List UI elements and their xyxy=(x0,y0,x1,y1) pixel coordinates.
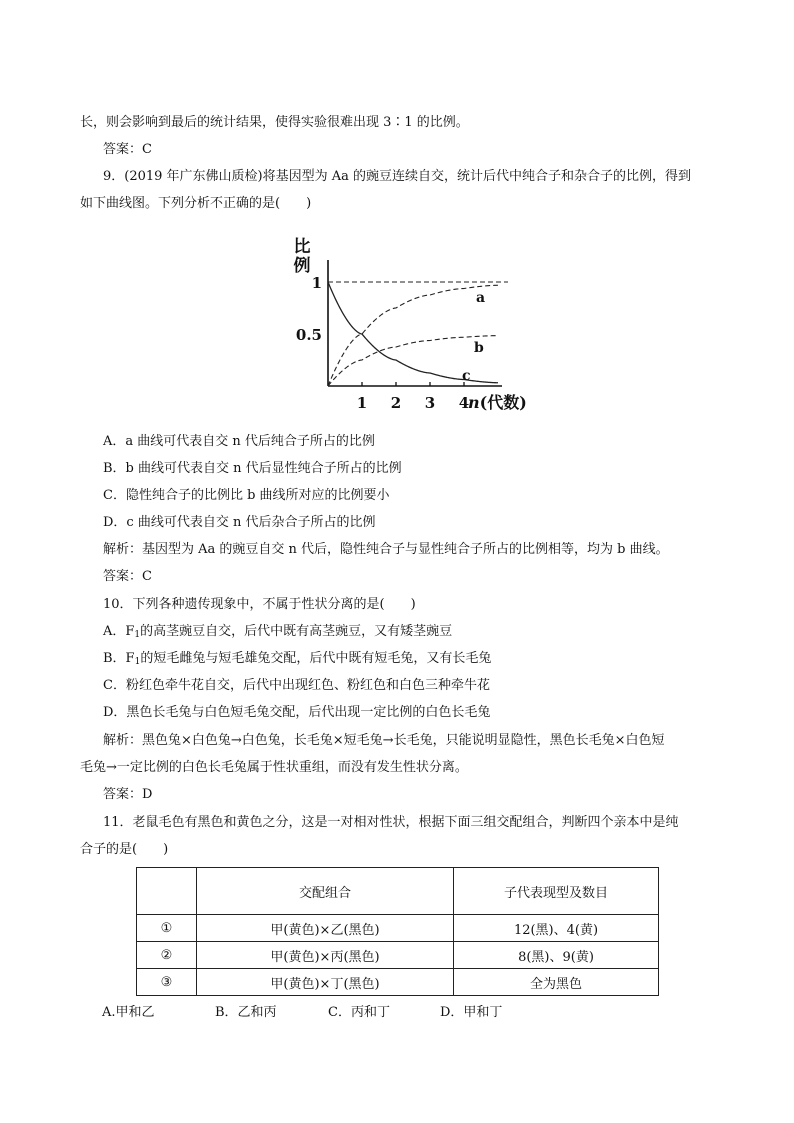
table-cell: ③ xyxy=(137,969,197,996)
q9-answer: 答案：C xyxy=(103,569,152,584)
q9-stem-line2: 如下曲线图。下列分析不正确的是( ) xyxy=(80,196,312,211)
x-axis-label xyxy=(468,393,527,412)
q11-stem-line1: 11．老鼠毛色有黑色和黄色之分，这是一对相对性状，根据下面三组交配组合，判断四个亲本中是纯 xyxy=(103,815,679,830)
y-tick-label: 1 xyxy=(311,274,322,292)
q9-option-c: C．隐性纯合子的比例比 b 曲线所对应的比例要小 xyxy=(103,488,390,503)
table-cell: 甲(黄色)×丁(黑色) xyxy=(197,969,454,996)
q9-stem-line1: 9．(2019 年广东佛山质检)将基因型为 Aa 的豌豆连续自交，统计后代中纯合子和杂合子的比例，得到 xyxy=(103,169,692,184)
q9-analysis: 解析：基因型为 Aa 的豌豆自交 n 代后，隐性纯合子与显性纯合子所占的比例相等，均为 b 曲线。 xyxy=(103,542,669,557)
series-c-line xyxy=(328,282,498,383)
table-cell: ① xyxy=(137,915,197,942)
x-tick-label: 3 xyxy=(424,394,436,412)
q10-option-a-text: 的高茎豌豆自交，后代中既有高茎豌豆，又有矮茎豌豆 xyxy=(140,624,453,639)
q10-option-b-subscript: 1 xyxy=(134,657,141,667)
table-cell: 甲(黄色)×乙(黑色) xyxy=(197,915,454,942)
q9-option-b: B．b 曲线可代表自交 n 代后显性纯合子所占的比例 xyxy=(103,461,402,476)
q10-option-b xyxy=(103,650,491,671)
q10-option-a xyxy=(103,623,452,644)
x-axis-label-unit: (代数) xyxy=(479,393,527,412)
series-a-line xyxy=(328,285,498,386)
table-row xyxy=(137,969,659,996)
table-header-row xyxy=(137,868,659,915)
intro-continuation: 长，则会影响到最后的统计结果，使得实验很难出现 3∶1 的比例。 xyxy=(80,115,469,130)
intro-answer: 答案：C xyxy=(103,142,152,157)
table-cell: 甲(黄色)×丙(黑色) xyxy=(197,942,454,969)
series-b-label: b xyxy=(474,340,484,356)
x-tick-label: 2 xyxy=(390,394,402,412)
x-tick-label: 1 xyxy=(356,394,368,412)
table-cell: ② xyxy=(137,942,197,969)
table-row xyxy=(137,915,659,942)
y-tick-label: 0.5 xyxy=(295,326,322,344)
q10-option-a-subscript: 1 xyxy=(134,630,141,640)
q11-option-b: B．乙和丙 xyxy=(215,1005,277,1020)
table-header-cell: 子代表现型及数目 xyxy=(454,868,659,915)
q10-analysis-line1: 解析：黑色兔×白色兔→白色兔，长毛兔×短毛兔→长毛兔，只能说明显隐性，黑色长毛兔×白色短 xyxy=(103,733,665,748)
q11-option-d: D．甲和丁 xyxy=(440,1005,503,1020)
q11-option-a: A.甲和乙 xyxy=(102,1005,155,1020)
q10-option-c: C．粉红色牵牛花自交，后代中出现红色、粉红色和白色三种牵牛花 xyxy=(103,678,490,693)
series-a-label: a xyxy=(476,290,486,306)
table-cell: 12(黑)、4(黄) xyxy=(454,915,659,942)
q10-answer: 答案：D xyxy=(103,787,153,802)
q11-stem-line2: 合子的是( ) xyxy=(80,842,169,857)
chart-ticks xyxy=(296,274,469,412)
q11-option-c: C．丙和丁 xyxy=(328,1005,390,1020)
table-cell: 全为黑色 xyxy=(454,969,659,996)
q9-ratio-chart xyxy=(290,232,530,422)
table-header-cell: 交配组合 xyxy=(197,868,454,915)
x-tick-label: 4 xyxy=(458,394,470,412)
table-header-cell xyxy=(137,868,197,915)
q11-cross-table xyxy=(136,867,659,996)
q10-option-a-prefix: A．F xyxy=(103,624,135,639)
q10-analysis-line2: 毛兔→一定比例的白色长毛兔属于性状重组，而没有发生性状分离。 xyxy=(80,760,468,775)
q10-option-b-text: 的短毛雌兔与短毛雄兔交配，后代中既有短毛兔，又有长毛兔 xyxy=(140,651,492,666)
y-axis-label: 比 xyxy=(293,237,311,257)
table-cell: 8(黑)、9(黄) xyxy=(454,942,659,969)
chart-axes xyxy=(328,260,502,386)
series-b-line xyxy=(328,336,498,386)
table-row xyxy=(137,942,659,969)
q10-option-d: D．黑色长毛兔与白色短毛兔交配，后代出现一定比例的白色长毛兔 xyxy=(103,705,491,720)
series-c-label: c xyxy=(462,368,471,384)
q9-option-a: A．a 曲线可代表自交 n 代后纯合子所占的比例 xyxy=(103,434,375,449)
y-axis-label: 例 xyxy=(293,256,311,276)
q9-option-d: D．c 曲线可代表自交 n 代后杂合子所占的比例 xyxy=(103,515,376,530)
q10-option-b-prefix: B．F xyxy=(103,651,135,666)
x-axis-label-n: n xyxy=(468,393,480,412)
q10-stem: 10．下列各种遗传现象中，不属于性状分离的是( ) xyxy=(103,597,416,612)
